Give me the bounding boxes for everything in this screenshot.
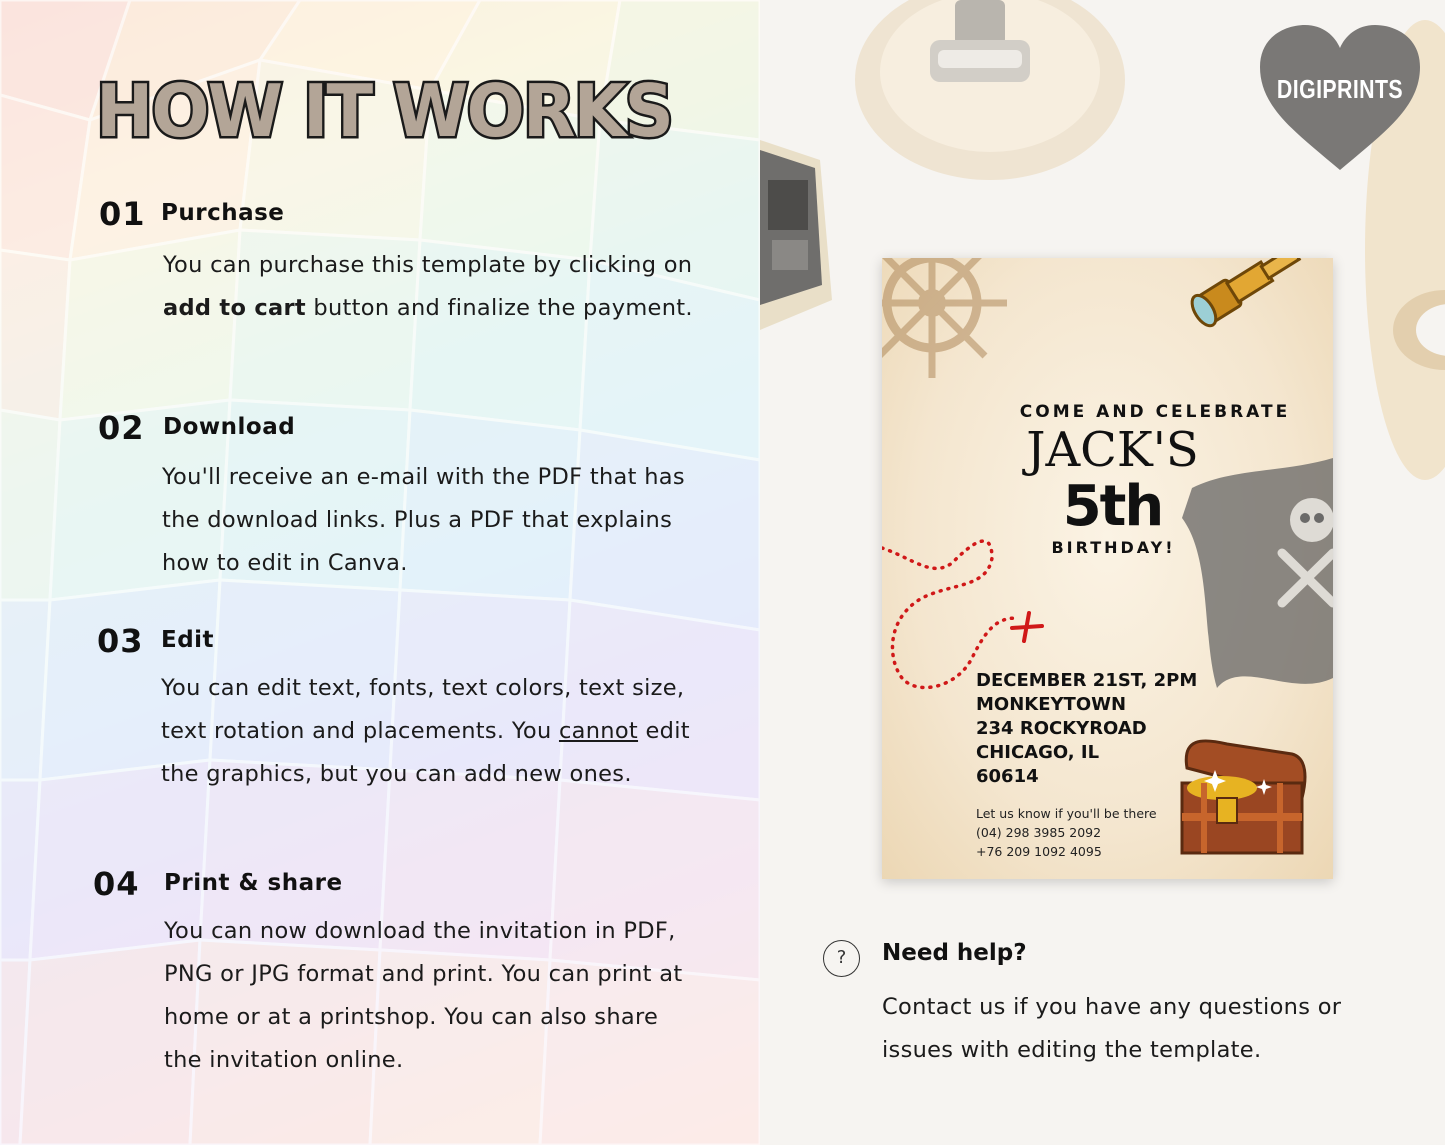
step-number: 04 bbox=[93, 865, 140, 903]
invitation-detail-line: MONKEYTOWN bbox=[976, 694, 1127, 715]
step-number: 03 bbox=[97, 622, 144, 660]
invitation-detail-line: DECEMBER 21ST, 2PM bbox=[976, 670, 1198, 691]
step-description: You can purchase this template by clicking on add to cart button and finalize the payment. bbox=[163, 252, 693, 321]
step-description: You'll receive an e-mail with the PDF that has the download links. Plus a PDF that explains how to edit in Canva. bbox=[162, 464, 685, 576]
brand-logo bbox=[1255, 22, 1425, 172]
invitation-detail-line: 234 ROCKYROAD bbox=[976, 718, 1147, 739]
x-mark-icon bbox=[1012, 613, 1042, 641]
step-description: You can now download the invitation in PDF, PNG or JPG format and print. You can print at home or at a printshop. You can also share the invitation online. bbox=[164, 918, 683, 1073]
step-title: Edit bbox=[161, 627, 215, 653]
rsvp-phone: +76 209 1092 4095 bbox=[976, 844, 1102, 859]
invitation-name: JACK'S bbox=[1026, 422, 1199, 478]
how-it-works-title bbox=[92, 66, 692, 156]
help-title: Need help? bbox=[882, 940, 1027, 966]
treasure-map-path bbox=[882, 541, 1017, 687]
step-description: You can edit text, fonts, text colors, text size, text rotation and placements. You cannot edit the graphics, but you can add new ones. bbox=[161, 675, 690, 787]
add-to-cart-emphasis: add to cart bbox=[163, 295, 306, 321]
metal-clip bbox=[955, 0, 1005, 45]
step-title: Download bbox=[163, 414, 296, 440]
title-text: HOW IT WORKS bbox=[96, 69, 672, 153]
invitation-occasion: BIRTHDAY! bbox=[1051, 538, 1176, 557]
step-number: 02 bbox=[98, 409, 145, 447]
step-title: Print & share bbox=[164, 870, 343, 896]
help-description: Contact us if you have any questions or issues with editing the template. bbox=[882, 994, 1342, 1063]
invitation-rsvp bbox=[976, 804, 1157, 861]
step-number: 01 bbox=[99, 195, 146, 233]
cannot-emphasis: cannot bbox=[558, 718, 639, 744]
invitation-card bbox=[882, 258, 1333, 879]
rsvp-phone: (04) 298 3985 2092 bbox=[976, 825, 1102, 840]
telescope-icon bbox=[1187, 258, 1304, 330]
invitation-detail-line: 60614 bbox=[976, 766, 1039, 787]
photo-stack bbox=[760, 140, 832, 330]
rsvp-line: Let us know if you'll be there bbox=[976, 806, 1157, 821]
invitation-kicker: COME AND CELEBRATE bbox=[1019, 402, 1291, 422]
invitation-age: 5th bbox=[1062, 474, 1163, 539]
question-icon: ? bbox=[823, 940, 860, 977]
step-title: Purchase bbox=[161, 200, 285, 226]
ship-wheel-icon bbox=[882, 258, 1007, 378]
treasure-chest-icon bbox=[1182, 741, 1305, 853]
invitation-detail-line: CHICAGO, IL bbox=[976, 742, 1100, 763]
brand-name: DIGIPRINTS bbox=[1276, 74, 1404, 104]
title-outlined-text bbox=[92, 66, 692, 156]
invitation-details bbox=[976, 669, 1197, 789]
